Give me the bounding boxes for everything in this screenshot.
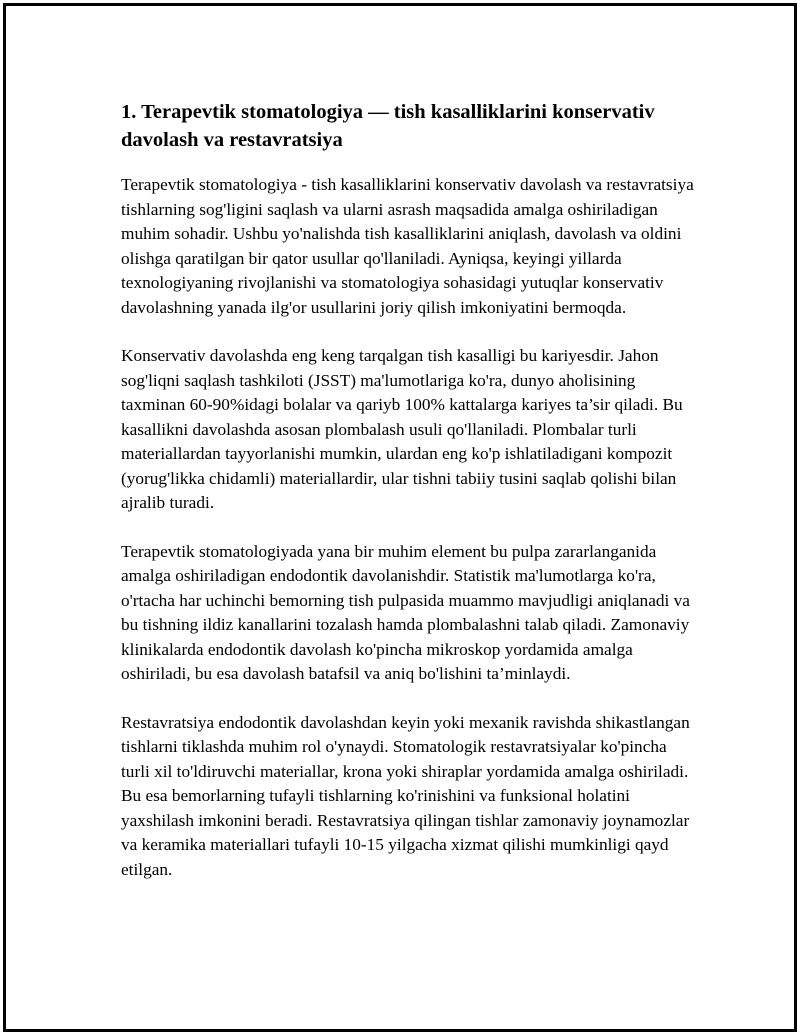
paragraph-4: Restavratsiya endodontik davolashdan keyin yoki mexanik ravishda shikastlangan tishlarni tiklashda muhim rol o'ynaydi. Stomatologik restavratsiyalar ko'pincha turli xil to'ldiruvchi materiallar, krona yoki shiraplar yordamida amalga oshiriladi. Bu esa bemorlarning tufayli tishlarning ko'rinishini va funksional holatini yaxshilash imkonini beradi. Restavratsiya qilingan tishlar zamonaviy joynamozlar va keramika materiallari tufayli 10-15 yilgacha xizmat qilishi mumkinligi qayd etilgan.	[121, 712, 690, 879]
paragraph-3: Terapevtik stomatologiyada yana bir muhim element bu pulpa zararlanganida amalga oshiriladigan endodontik davolanishdir. Statistik ma'lumotlarga ko'ra, o'rtacha har uchinchi bemorning tish pulpasida muammo mavjudligi aniqlanadi va bu tishning ildiz kanallarini tozalash hamda plombalashni talab qiladi. Zamonaviy klinikalarda endodontik davolash ko'pincha mikroskop yordamida amalga oshiriladi, bu esa davolash batafsil va aniq bo'lishini ta’minlaydi.	[121, 541, 690, 683]
document-body	[121, 98, 696, 906]
document-page	[3, 3, 797, 1032]
paragraph-2: Konservativ davolashda eng keng tarqalgan tish kasalligi bu kariyesdir. Jahon sog'liqni saqlash tashkiloti (JSST) ma'lumotlariga ko'ra, dunyo aholisining taxminan 60-90%idagi bolalar va qariyb 100% kattalarga kariyes ta’sir qiladi. Bu kasallikni davolashda asosan plombalash usuli qo'llaniladi. Plombalar turli materiallardan tayyorlanishi mumkin, ulardan eng ko'p ishlatiladigani kompozit (yorug'likka chidamli) materiallardir, ular tishni tabiiy tusini saqlab qolishi bilan ajralib turadi.	[121, 346, 683, 512]
paragraph-1: Terapevtik stomatologiya - tish kasalliklarini konservativ davolash va restavratsiya tishlarning sog'ligini saqlash va ularni asrash maqsadida amalga oshiriladigan muhim sohadir. Ushbu yo'nalishda tish kasalliklarini aniqlash, davolash va oldini olishga qaratilgan bir qator usullar qo'llaniladi. Ayniqsa, keyingi yillarda texnologiyaning rivojlanishi va stomatologiya sohasidagi yutuqlar konservativ davolashning yanada ilg'or usullarini joriy qilish imkoniyatini bermoqda.	[121, 175, 694, 317]
document-title: 1. Terapevtik stomatologiya — tish kasalliklarini konservativ davolash va restavratsiya	[121, 101, 655, 151]
